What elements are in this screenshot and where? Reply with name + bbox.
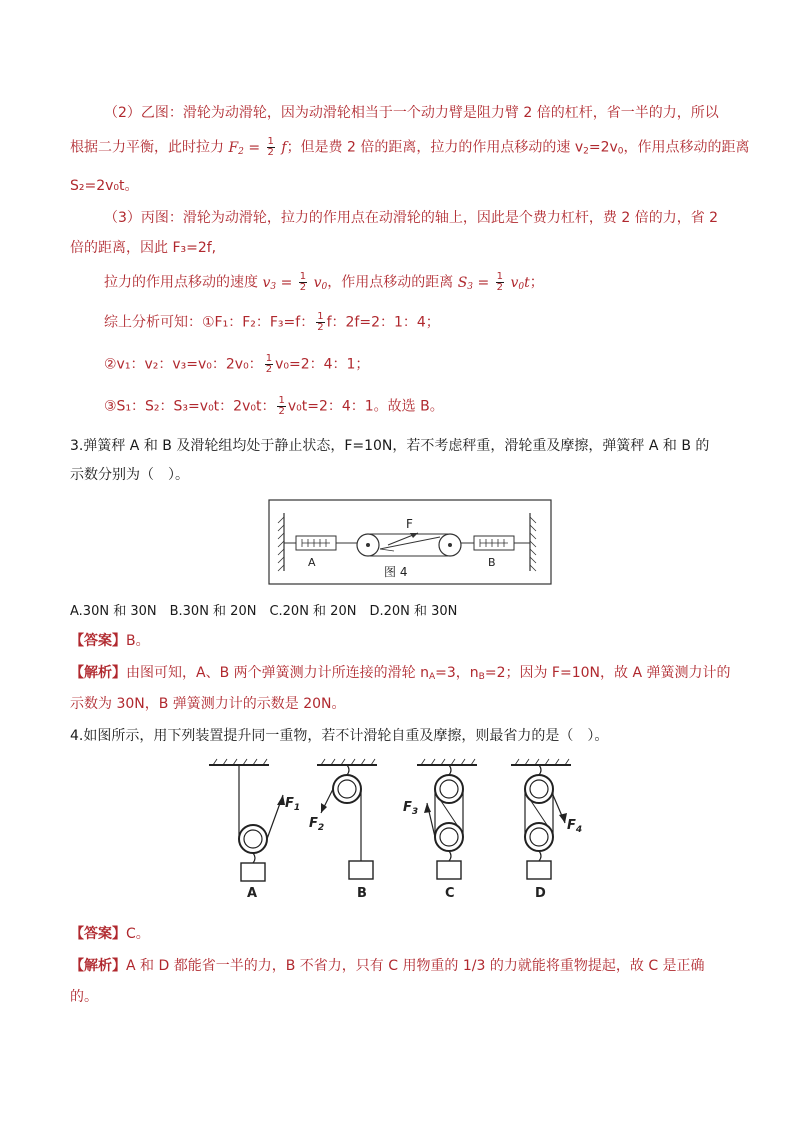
formula-s3: $S_3$ = [457, 274, 490, 292]
fraction-half: $\frac{1}{2}$ [267, 136, 274, 158]
summary-line2: ②v₁：v₂：v₃=v₀：2v₀： $\frac{1}{2}$ v₀=2：4：1； [104, 353, 370, 375]
scale-label-b: B [488, 556, 496, 569]
fraction-half: $\frac{1}{2}$ [317, 311, 324, 333]
option-label-c: C [445, 886, 455, 901]
pulley-system-d [511, 759, 582, 901]
p2-line2-text-d: ，作用点移动的距离 [623, 139, 750, 156]
formula-v3: $v_3$ = [262, 274, 293, 292]
q4-analysis-line1: 【解析】A 和 D 都能省一半的力，B 不省力，只有 C 用物重的 1/3 的力就能将重物提起，故 C 是正确 [70, 958, 705, 974]
fraction-half: $\frac{1}{2}$ [278, 395, 285, 417]
p2-line2-text-b: ；但是费 2 倍的距离，拉力的作用点移动的速 v [286, 139, 584, 156]
fraction-half: $\frac{1}{2}$ [299, 271, 307, 293]
force-label-f: F [406, 517, 413, 531]
p3-line1: （3）丙图：滑轮为动滑轮，拉力的作用点在动滑轮的轴上，因此是个费力杠杆，费 2 倍的力，省 2 [104, 210, 719, 226]
q3-line2: 示数分别为（ ）。 [70, 467, 189, 483]
q3-analysis-line1: 【解析】由图可知，A、B 两个弹簧测力计所连接的滑轮 $n_A=3$，$n_B=2$；因为 F=10N，故 A 弹簧测力计的 [70, 665, 731, 682]
figure-4-spring-scales [268, 499, 552, 585]
option-label-d: D [535, 886, 546, 901]
summary-line3: ③S₁：S₂：S₃=v₀t：2v₀t： $\frac{1}{2}$ v₀t=2：4：1。故选 B。 [104, 395, 444, 417]
p3-line3 [104, 272, 544, 297]
formula-v0: $v_0$ [313, 274, 328, 292]
force-label-f1: $F_1$ [285, 796, 301, 813]
option-label-a: A [247, 886, 258, 901]
q3-answer: 【答案】B。 [70, 633, 150, 649]
scale-label-a: A [308, 556, 316, 569]
symbol-f: f [281, 139, 287, 156]
q3-analysis-line2: 示数为 30N，B 弹簧测力计的示数是 20N。 [70, 696, 346, 712]
p3-line3-text-b: ，作用点移动的距离 [327, 274, 454, 291]
figure-pulley-options [205, 755, 585, 905]
p2-line3: S₂=2v₀t。 [70, 178, 139, 194]
option-label-b: B [357, 886, 367, 901]
pulley-system-a [209, 759, 300, 901]
p3-line3-text-a: 拉力的作用点移动的速度 [104, 274, 258, 291]
q3-line1: 3.弹簧秤 A 和 B 及滑轮组均处于静止状态，F=10N，若不考虑秤重，滑轮重及摩擦，弹簧秤 A 和 B 的 [70, 438, 710, 454]
force-label-f4: $F_4$ [567, 818, 583, 835]
p2-line2-text-a: 根据二力平衡，此时拉力 [70, 139, 224, 156]
force-label-f2: $F_2$ [309, 816, 325, 833]
p3-line2: 倍的距离，因此 F₃=2f, [70, 240, 217, 256]
formula-v0t: $v_0t$ [510, 274, 530, 292]
summary-line1: 综上分析可知：①F₁：F₂：F₃=f： $\frac{1}{2}$ f：2f=2：1：4； [104, 311, 440, 333]
q4-analysis-line2: 的。 [70, 989, 98, 1005]
pulley-system-c [403, 759, 477, 901]
p2-line1: （2）乙图：滑轮为动滑轮，因为动滑轮相当于一个动力臂是阻力臂 2 倍的杠杆，省一半的力，所以 [104, 105, 719, 121]
fraction-half: $\frac{1}{2}$ [496, 271, 504, 293]
figure-caption: 图 4 [384, 565, 408, 579]
p3-line3-text-c: ； [529, 274, 544, 291]
q4-line1: 4.如图所示，用下列装置提升同一重物，若不计滑轮自重及摩擦，则最省力的是（ ）。 [70, 728, 609, 744]
formula-f2: $F_2$ = [228, 139, 261, 157]
p2-line2: 根据二力平衡，此时拉力 $F_2$ = $\frac{1}{2}$ f；但是费 2 倍的距离，拉力的作用点移动的速 $v_2=2v_0$，作用点移动的距离 [70, 136, 750, 158]
force-label-f3: $F_3$ [403, 800, 419, 817]
q3-options: A.30N 和 30N B.30N 和 20N C.20N 和 20N D.20N 和 30N [70, 604, 458, 619]
fraction-half: $\frac{1}{2}$ [265, 353, 273, 375]
q4-answer: 【答案】C。 [70, 926, 150, 942]
pulley-system-b [309, 759, 377, 901]
p2-line2-text-c: =2v [588, 139, 618, 156]
